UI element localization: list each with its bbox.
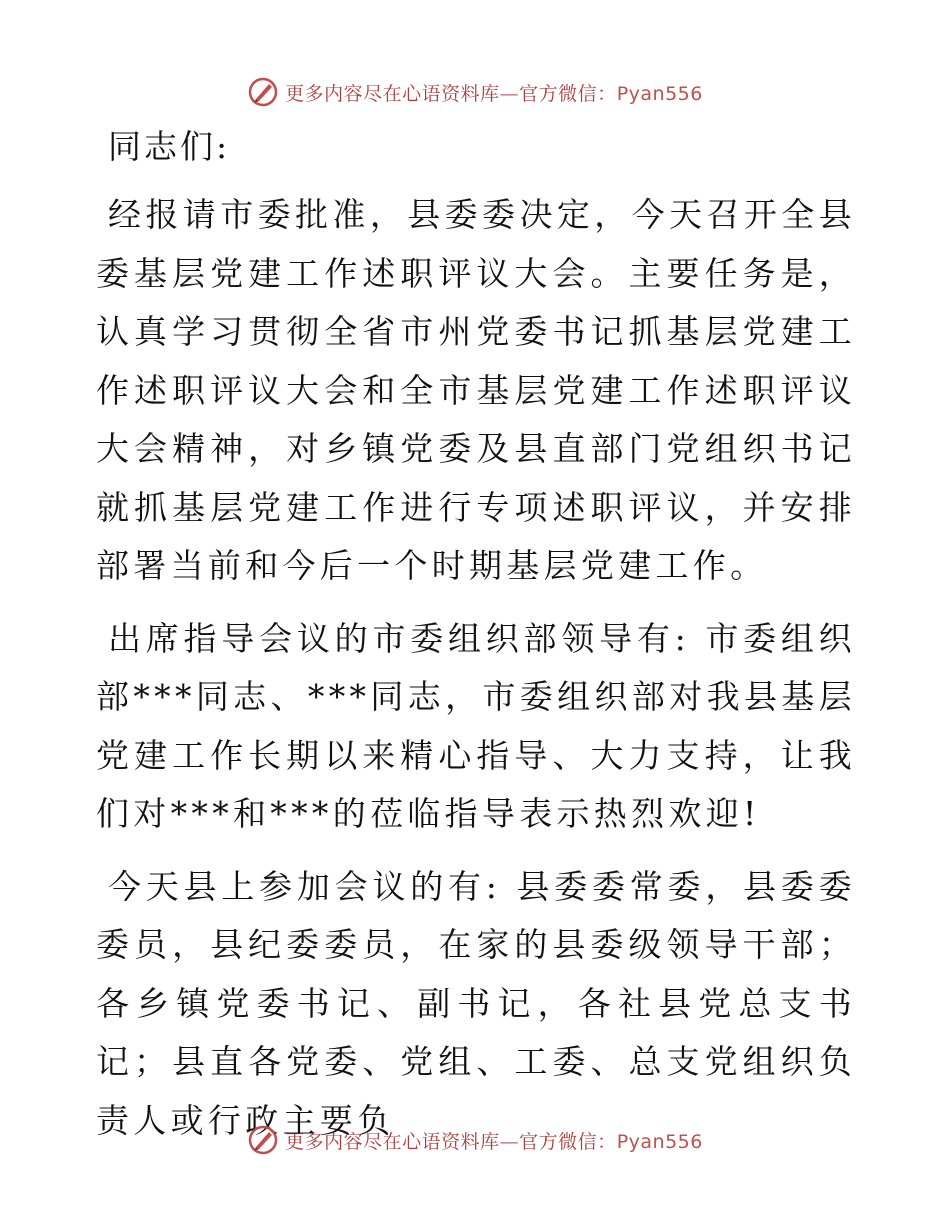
header-watermark [0,72,950,112]
quill-pen-logo-icon [247,1124,279,1156]
watermark-text [285,1127,703,1154]
watermark-suffix: 官方微信： [519,82,617,105]
paragraph-attendees: 今天县上参加会议的有: 县委委常委，县委委委员，县纪委委员，在家的县委级领导干部；各乡镇党委书记、副书记，各社县党总支书记；县直各党委、党组、工委、总支党组织负责人或行政主要负 [96,866,856,1140]
watermark-separator: — [499,82,520,105]
watermark-separator: — [499,1130,520,1153]
watermark-main: 更多内容尽在心语资料库 [285,1130,500,1153]
quill-pen-logo-icon [247,76,279,108]
footer-watermark [0,1120,950,1160]
watermark-wechat-id: Pyan556 [616,1130,703,1153]
paragraph-meeting-purpose: 经报请市委批准，县委委决定，今天召开全县委基层党建工作述职评议大会。主要任务是，认真学习贯彻全省市州党委书记抓基层党建工作述职评议大会和全市基层党建工作述职评议大会精神，对乡镇党委及县直部门党组织书记就抓基层党建工作进行专项述职评议，并安排部署当前和今后一个时期基层党建工作。 [96,195,856,585]
watermark-main: 更多内容尽在心语资料库 [285,82,500,105]
greeting: 同志们: [108,127,231,166]
watermark-text [285,79,703,106]
watermark-suffix: 官方微信： [519,1130,617,1153]
watermark-wechat-id: Pyan556 [616,82,703,105]
document-body [96,122,856,1164]
paragraph-guest-welcome: 出席指导会议的市委组织部领导有: 市委组织部***同志、***同志，市委组织部对我县基层党建工作长期以来精心指导、大力支持，让我们对***和***的莅临指导表示热烈欢迎! [96,618,856,833]
